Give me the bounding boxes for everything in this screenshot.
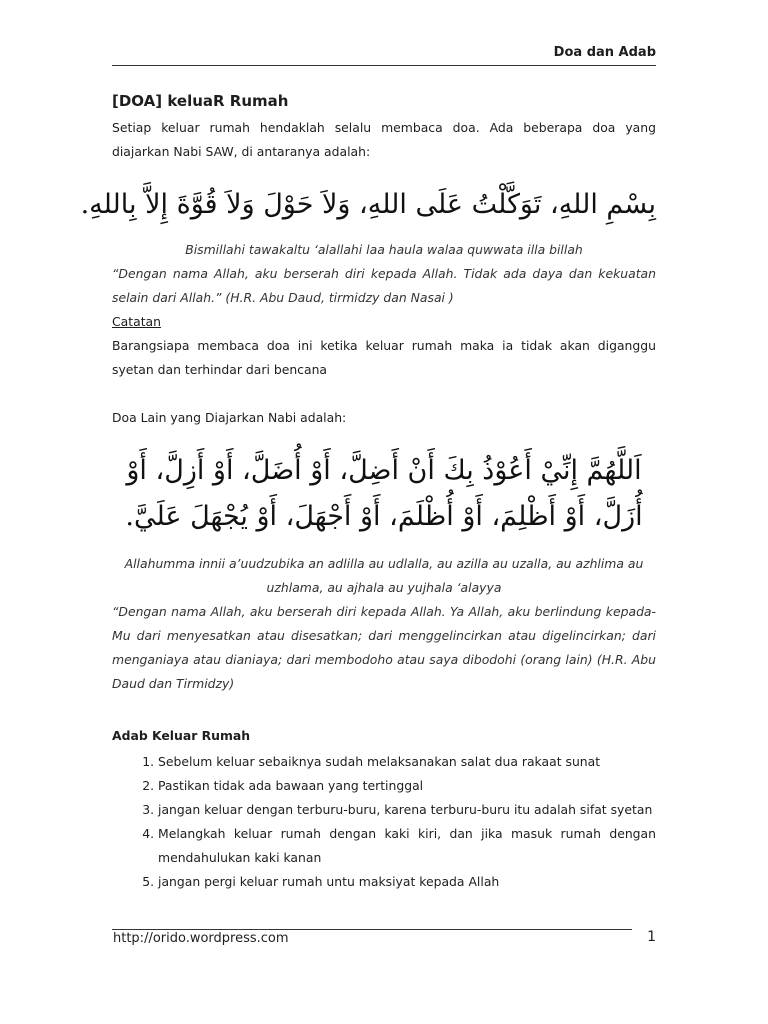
list-item: 1. Sebelum keluar sebaiknya sudah melaksanakan salat dua rakaat sunat (158, 750, 656, 774)
doa2-latin: Allahumma innii a’uudzubika an adlilla au udlalla, au azilla au uzalla, au azhlima au uzhlama, au ajhala au yujhala ‘alayya (124, 556, 644, 595)
footer-link[interactable]: http://orido.wordpress.com (113, 931, 289, 946)
page-number: 1 (647, 929, 656, 945)
spacer (112, 382, 656, 406)
intro-paragraph: Setiap keluar rumah hendaklah selalu membaca doa. Ada beberapa doa yang diajarkan Nabi SAW, di antaranya adalah: (112, 120, 656, 159)
page-content (80, 90, 656, 894)
header-divider (112, 65, 656, 66)
list-item: 2. Pastikan tidak ada bawaan yang tertinggal (158, 774, 656, 798)
header-title: Doa dan Adab (553, 45, 656, 60)
list-item: 5. jangan pergi keluar rumah untu maksiyat kepada Allah (158, 870, 656, 894)
page-title: [DOA] keluaR Rumah (112, 92, 289, 110)
adab-list (112, 750, 656, 894)
list-item: 3. jangan keluar dengan terburu-buru, karena terburu-buru itu adalah sifat syetan (158, 798, 656, 822)
note-text: Barangsiapa membaca doa ini ketika keluar rumah maka ia tidak akan diganggu syetan dan terhindar dari bencana (112, 338, 656, 377)
note-label: Catatan (112, 314, 161, 329)
doa1-arabic: بِسْمِ اللهِ، تَوَكَّلْتُ عَلَى اللهِ، وَلاَ حَوْلَ وَلاَ قُوَّةَ إِلاَّ بِاللهِ. (80, 189, 656, 220)
footer-divider (112, 929, 632, 930)
doa2-translation: “Dengan nama Allah, aku berserah diri kepada Allah. Ya Allah, aku berlindung kepada-Mu dari menyesatkan atau disesatkan; dari menggelincirkan atau digelincirkan; dari menganiaya atau dianiaya; dari membodoho atau saya dibodohi (orang lain) (H.R. Abu Daud dan Tirmidzy) (112, 604, 656, 691)
doa2-intro: Doa Lain yang Diajarkan Nabi adalah: (112, 410, 347, 425)
doa2-arabic: اَللَّهُمَّ إِنِّيْ أَعُوْذُ بِكَ أَنْ أَضِلَّ، أَوْ أُضَلَّ، أَوْ أَزِلَّ، أَوْ أُزَلَّ، أَوْ أَظْلِمَ، أَوْ أُظْلَمَ، أَوْ أَجْهَلَ، أَوْ يُجْهَلَ عَلَيَّ. (125, 455, 643, 532)
doa1-latin: Bismillahi tawakaltu ‘alallahi laa haula walaa quwwata illa billah (185, 242, 583, 257)
list-item: 4. Melangkah keluar rumah dengan kaki kiri, dan jika masuk rumah dengan mendahulukan kaki kanan (158, 822, 656, 870)
adab-title: Adab Keluar Rumah (112, 728, 251, 743)
doa1-translation: “Dengan nama Allah, aku berserah diri kepada Allah. Tidak ada daya dan kekuatan selain dari Allah.” (H.R. Abu Daud, tirmidzy dan Nasai ) (112, 266, 656, 305)
